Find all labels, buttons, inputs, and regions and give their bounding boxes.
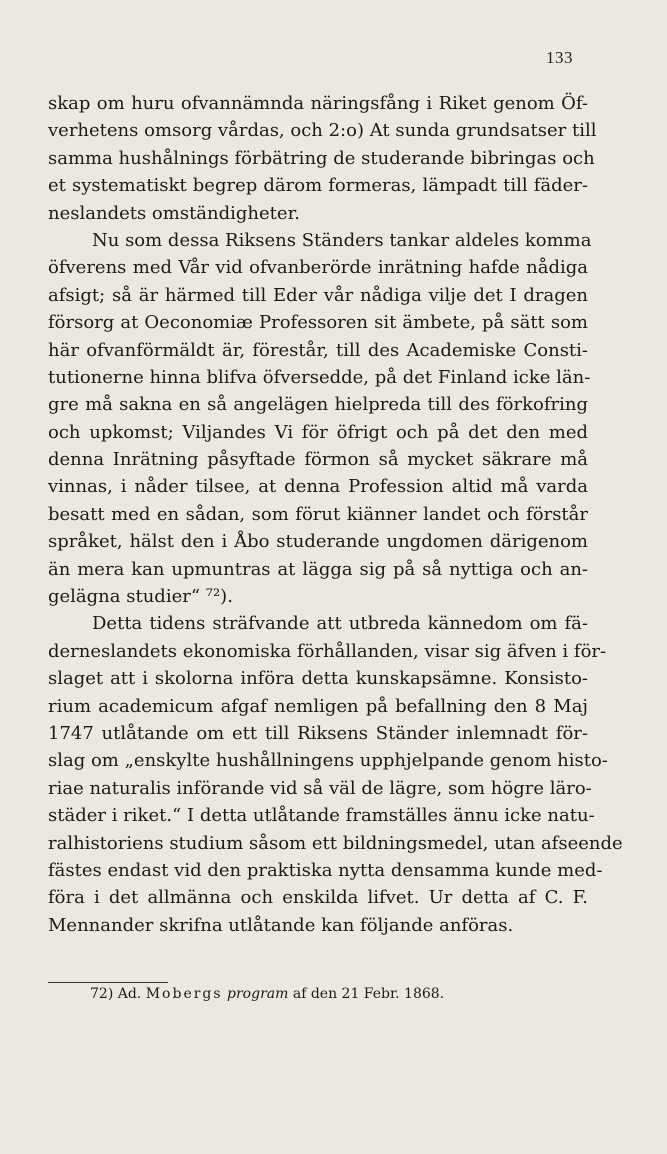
text-line: än mera kan upmuntras at lägga sig på så nyttiga och an- xyxy=(48,558,588,580)
text-line: Detta tidens sträfvande att utbreda kännedom om fä- xyxy=(92,613,588,635)
footnote-marker: 72) xyxy=(90,986,114,1002)
text-line: gelägna studier“ ⁷²). xyxy=(48,586,233,608)
text-line: rium academicum afgaf nemligen på befallning den 8 Maj xyxy=(48,695,588,717)
text-line: slag om „enskylte hushållningens upphjelpande genom histo- xyxy=(48,750,608,772)
text-line: riae naturalis införande vid så väl de lägre, som högre läro- xyxy=(48,777,592,799)
text-line: föra i det allmänna och enskilda lifvet. Ur detta af C. F. xyxy=(48,887,588,909)
page-number: 133 xyxy=(546,48,573,67)
text-line: öfverens med Vår vid ofvanberörde inrätning hafde nådiga xyxy=(48,257,588,279)
text-line: ralhistoriens studium såsom ett bildningsmedel, utan afseende xyxy=(48,832,623,854)
text-line: här ofvanförmäldt är, förestår, till des Academiske Consti- xyxy=(48,339,588,361)
text-line: neslandets omständigheter. xyxy=(48,202,300,224)
footnote xyxy=(90,986,444,1002)
footnote-author: Mobergs xyxy=(145,986,223,1002)
text-line: derneslandets ekonomiska förhållanden, visar sig äfven i för- xyxy=(48,640,607,662)
footnote-separator xyxy=(48,982,168,983)
text-line: vinnas, i nåder tilsee, at denna Profession altid må varda xyxy=(48,476,588,498)
text-line: Mennander skrifna utlåtande kan följande anföras. xyxy=(48,914,514,936)
text-line: städer i riket.“ I detta utlåtande framställes ännu icke natu- xyxy=(48,805,595,827)
footnote-prefix: Ad. xyxy=(117,986,142,1002)
text-line: 1747 utlåtande om ett till Riksens Ständer inlemnadt för- xyxy=(48,722,588,744)
text-line: Nu som dessa Riksens Ständers tankar aldeles komma xyxy=(92,229,592,251)
text-line: denna Inrätning påsyftade förmon så mycket säkrare må xyxy=(48,449,588,471)
footnote-rest: af den 21 Febr. 1868. xyxy=(292,986,445,1002)
text-line: gre må sakna en så angelägen hielpreda till des förkofring xyxy=(48,394,588,416)
text-line: språket, hälst den i Åbo studerande ungdomen därigenom xyxy=(48,531,588,553)
text-line: försorg at Oeconomiæ Professoren sit ämbete, på sätt som xyxy=(48,312,588,334)
text-line: tutionerne hinna blifva öfversedde, på det Finland icke län- xyxy=(48,366,591,388)
text-line: et systematiskt begrep därom formeras, lämpadt till fäder- xyxy=(48,175,588,197)
text-line: skap om huru ofvannämnda näringsfång i Riket genom Öf- xyxy=(48,93,588,114)
footnote-work: program xyxy=(227,986,289,1002)
text-line: slaget att i skolorna införa detta kunskapsämne. Konsisto- xyxy=(48,668,588,690)
main-text xyxy=(48,90,623,939)
text-line: och upkomst; Viljandes Vi för öfrigt och på det den med xyxy=(48,421,588,443)
text-line: samma hushålnings förbätring de studerande bibringas och xyxy=(48,147,595,169)
text-line: besatt med en sådan, som förut kiänner landet och förstår xyxy=(48,503,588,525)
text-line: verhetens omsorg vårdas, och 2:o) At sunda grundsatser till xyxy=(48,120,597,142)
text-line: fästes endast vid den praktiska nytta densamma kunde med- xyxy=(48,859,603,881)
text-line: afsigt; så är härmed till Eder vår nådiga vilje det I dragen xyxy=(48,284,588,306)
